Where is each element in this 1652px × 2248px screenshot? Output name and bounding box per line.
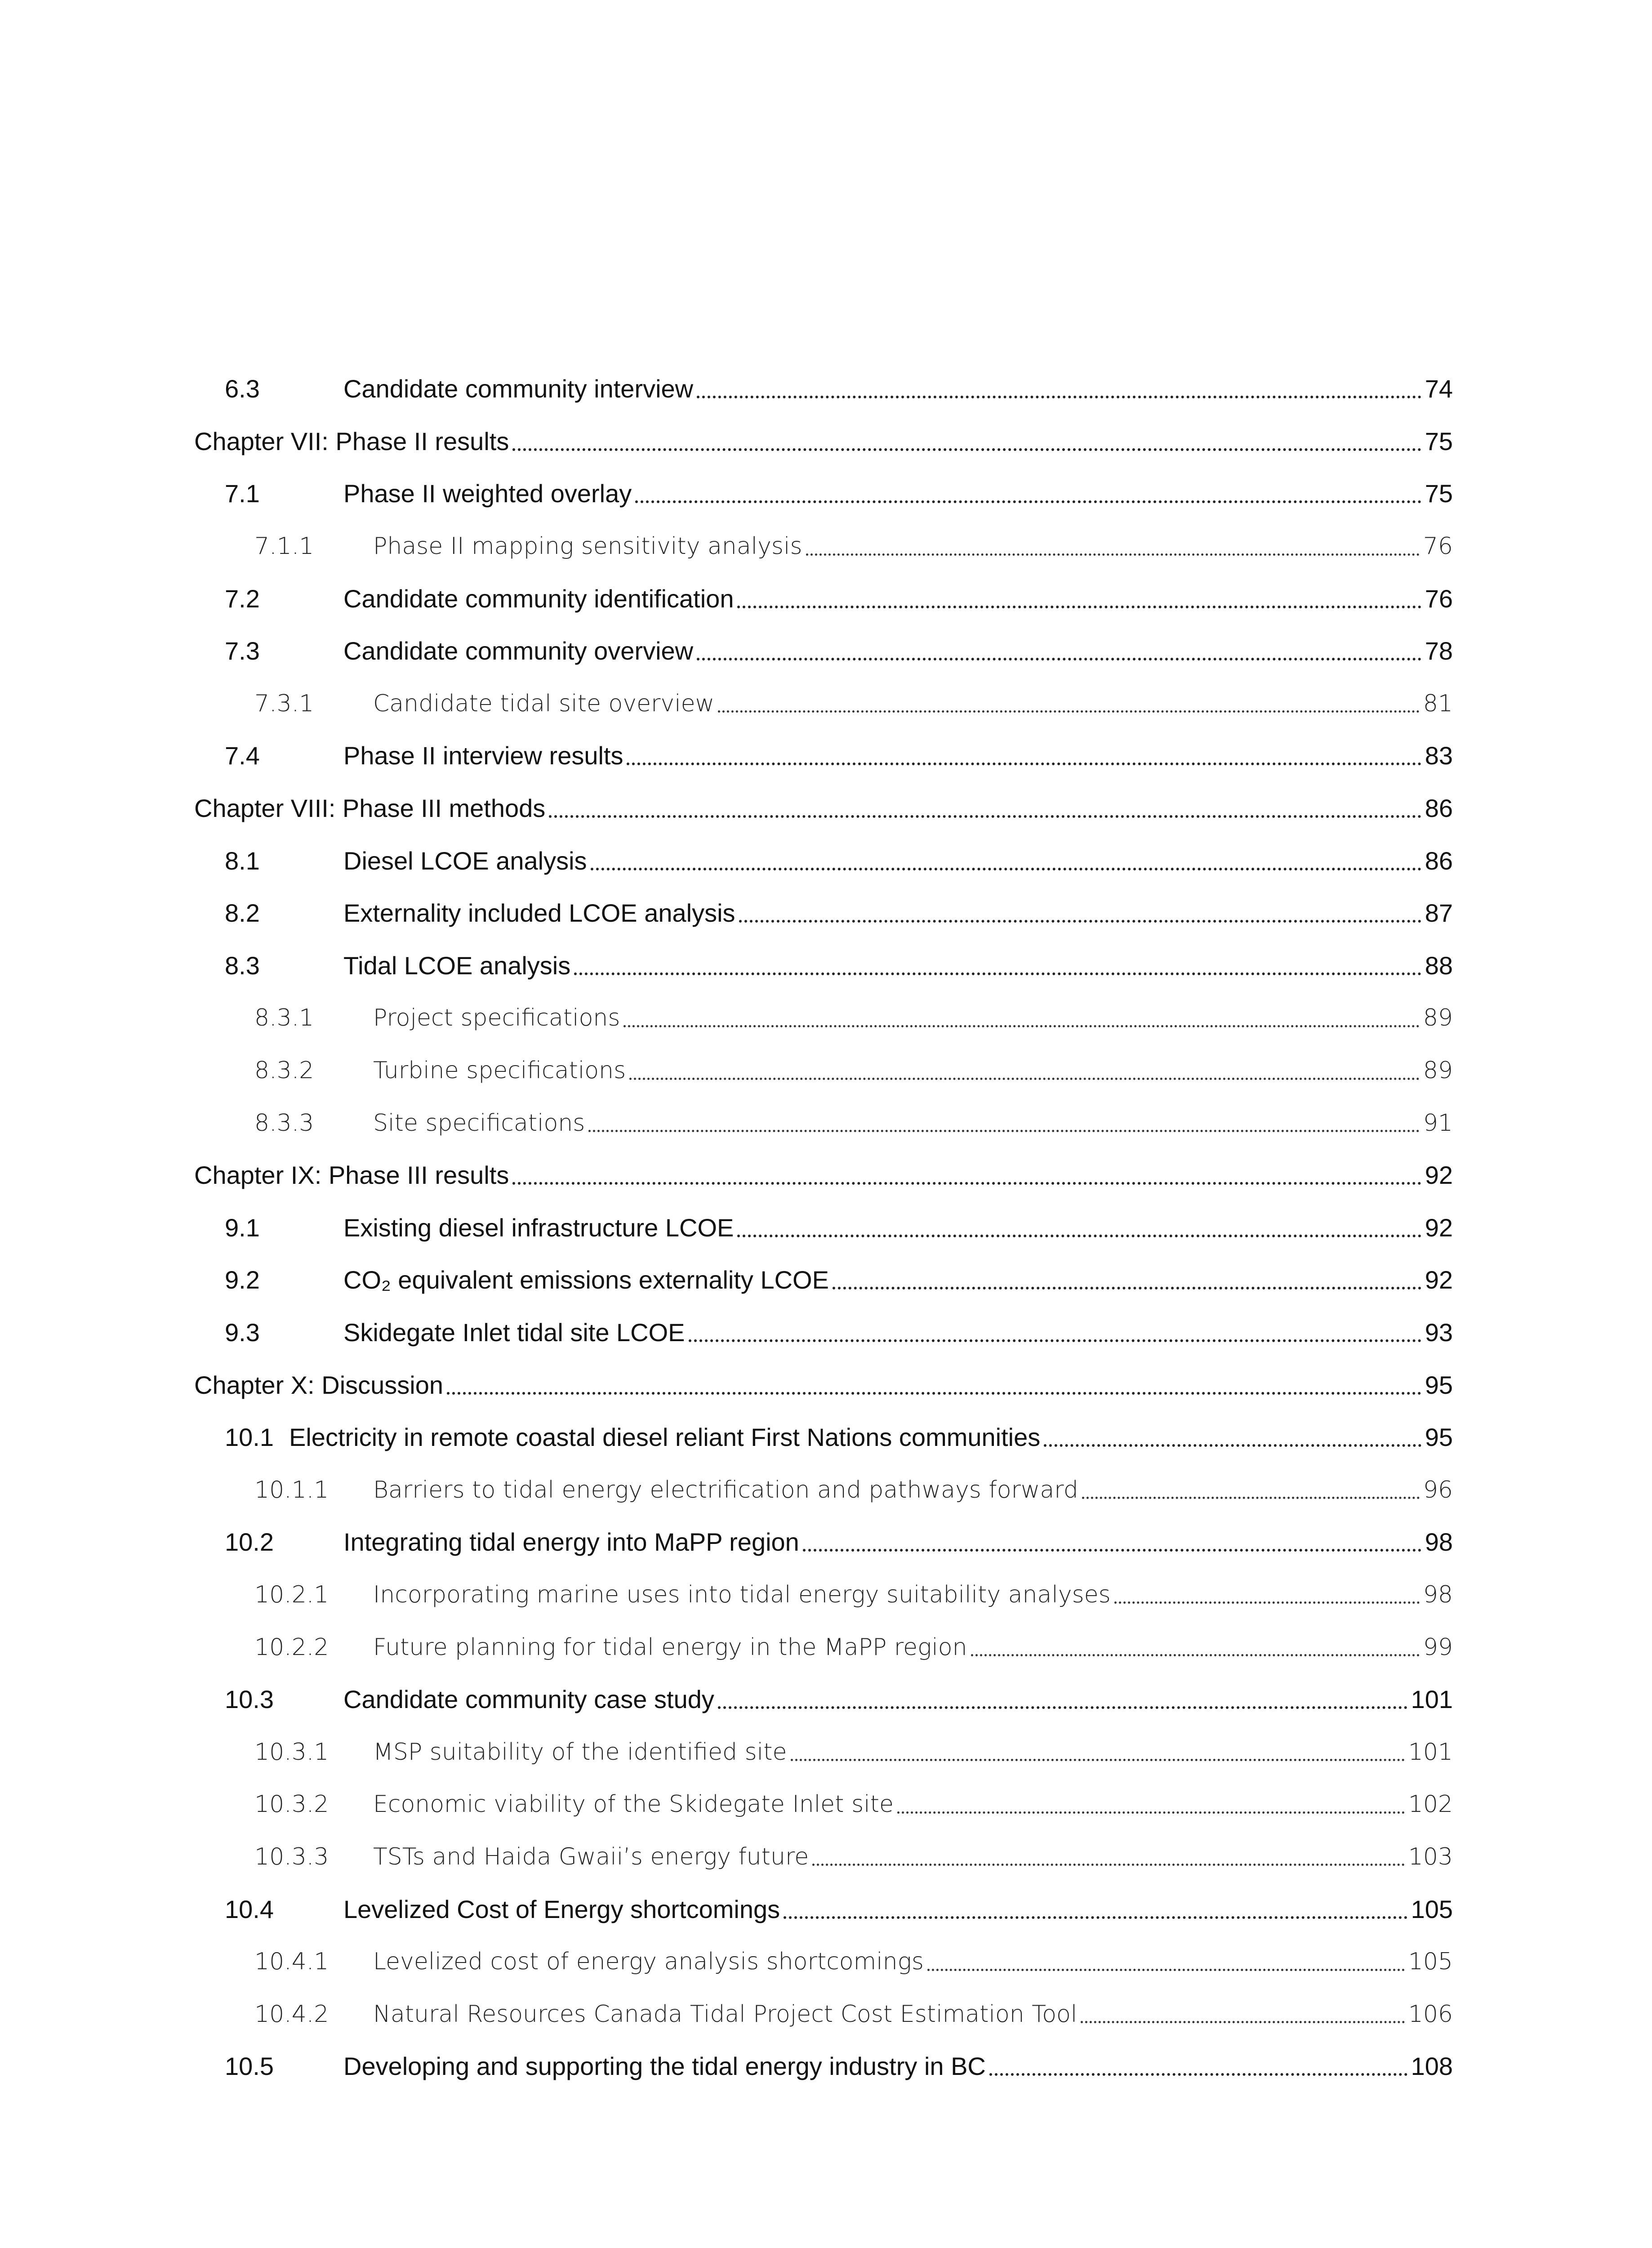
toc-dot-leader — [512, 1182, 1421, 1185]
toc-entry-page-number: 105 — [1411, 1895, 1453, 1923]
toc-entry-title: Levelized Cost of Energy shortcomings — [343, 1895, 780, 1923]
toc-entry-title: Candidate tidal site overview — [373, 690, 715, 717]
toc-entry-number: 9.1 — [225, 1213, 260, 1242]
toc-entry-number: 9.2 — [225, 1266, 260, 1294]
toc-entry[interactable] — [194, 834, 1453, 887]
toc-entry-page-number: 76 — [1423, 533, 1453, 560]
toc-dot-leader — [1114, 1601, 1420, 1604]
toc-entry[interactable] — [194, 468, 1453, 520]
toc-entry[interactable] — [194, 1202, 1453, 1254]
toc-entry[interactable] — [194, 1307, 1453, 1359]
toc-entry-page-number: 101 — [1408, 1738, 1453, 1766]
toc-dot-leader — [739, 920, 1421, 923]
toc-entry-title: Chapter X: Discussion — [194, 1370, 444, 1399]
toc-entry-page-number: 74 — [1425, 375, 1453, 403]
toc-entry-title: Incorporating marine uses into tidal energy suitability analyses — [373, 1581, 1111, 1608]
toc-entry-title: Integrating tidal energy into MaPP region — [343, 1528, 799, 1557]
toc-entry-title: Existing diesel infrastructure LCOE — [343, 1213, 734, 1242]
toc-entry-page-number: 91 — [1423, 1109, 1453, 1137]
toc-entry-number: 10.3 — [225, 1685, 274, 1714]
toc-entry-page-number: 89 — [1423, 1004, 1453, 1032]
toc-dot-leader — [689, 1339, 1421, 1342]
toc-entry-title: Candidate community overview — [343, 637, 694, 665]
toc-entry-title: Skidegate Inlet tidal site LCOE — [343, 1318, 685, 1347]
toc-entry-title: Phase II interview results — [343, 741, 623, 770]
toc-dot-leader — [784, 1916, 1407, 1919]
toc-entry[interactable] — [194, 678, 1453, 730]
toc-entry-title: Tidal LCOE analysis — [343, 951, 571, 980]
toc-dot-leader — [629, 1078, 1420, 1080]
toc-entry-number: 10.4.1 — [254, 1948, 329, 1976]
toc-entry-title: Candidate community interview — [343, 375, 694, 403]
toc-entry-title: Economic viability of the Skidegate Inlet site — [373, 1791, 894, 1818]
toc-entry-page-number: 96 — [1423, 1476, 1453, 1503]
toc-entry-page-number: 75 — [1425, 479, 1453, 508]
toc-entry-page-number: 105 — [1408, 1948, 1453, 1976]
toc-entry[interactable] — [194, 1516, 1453, 1569]
toc-entry-page-number: 88 — [1425, 951, 1453, 980]
toc-entry-number: 10.2.2 — [254, 1633, 329, 1661]
toc-dot-leader — [737, 1235, 1421, 1237]
toc-dot-leader — [718, 1706, 1407, 1709]
toc-entry-page-number: 83 — [1425, 741, 1453, 770]
toc-entry-title: Externality included LCOE analysis — [343, 899, 735, 928]
toc-entry[interactable] — [194, 1411, 1453, 1464]
toc-dot-leader — [588, 1130, 1419, 1132]
toc-entry-number: 9.3 — [225, 1318, 260, 1347]
toc-dot-leader — [897, 1811, 1405, 1814]
toc-entry-page-number: 101 — [1411, 1685, 1453, 1714]
toc-entry-number: 10.1.1 — [254, 1476, 329, 1503]
toc-entry-number: 10.1 — [225, 1423, 274, 1452]
toc-entry[interactable] — [194, 1778, 1453, 1831]
toc-entry-title: Phase II weighted overlay — [343, 479, 632, 508]
toc-entry-title: Developing and supporting the tidal energy industry in BC — [343, 2052, 986, 2081]
toc-dot-leader — [803, 1549, 1421, 1552]
toc-entry-page-number: 102 — [1408, 1791, 1453, 1818]
toc-dot-leader — [512, 448, 1421, 451]
toc-entry[interactable] — [194, 940, 1453, 992]
toc-dot-leader — [971, 1654, 1420, 1656]
toc-entry[interactable] — [194, 1621, 1453, 1673]
toc-entry-title: MSP suitability of the identified site — [373, 1738, 787, 1766]
toc-entry-page-number: 106 — [1408, 2000, 1453, 2028]
toc-entry-number: 8.3.1 — [254, 1004, 314, 1032]
toc-entry[interactable] — [194, 363, 1453, 415]
toc-dot-leader — [635, 500, 1421, 503]
toc-dot-leader — [1044, 1444, 1421, 1447]
toc-entry[interactable] — [194, 1097, 1453, 1149]
toc-entry-page-number: 99 — [1423, 1633, 1453, 1661]
toc-entry-number: 6.3 — [225, 375, 260, 403]
toc-entry[interactable] — [194, 625, 1453, 678]
toc-entry-title: Chapter VII: Phase II results — [194, 427, 509, 455]
toc-entry-page-number: 76 — [1425, 584, 1453, 613]
toc-entry-page-number: 93 — [1425, 1318, 1453, 1347]
toc-entry[interactable] — [194, 1359, 1453, 1411]
toc-entry-title: Future planning for tidal energy in the MaPP region — [373, 1633, 967, 1661]
toc-entry-page-number: 87 — [1425, 899, 1453, 928]
toc-dot-leader — [447, 1392, 1421, 1395]
toc-dot-leader — [1082, 1497, 1420, 1499]
toc-entry-page-number: 95 — [1425, 1370, 1453, 1399]
toc-entry-page-number: 89 — [1423, 1057, 1453, 1084]
toc-entry[interactable] — [194, 1463, 1453, 1516]
toc-dot-leader — [591, 868, 1421, 870]
toc-entry-number: 7.1 — [225, 479, 260, 508]
toc-entry[interactable] — [194, 415, 1453, 468]
toc-entry[interactable] — [194, 1988, 1453, 2040]
toc-entry-number: 10.2.1 — [254, 1581, 329, 1608]
toc-entry-number: 10.3.2 — [254, 1791, 329, 1818]
toc-entry[interactable] — [194, 1673, 1453, 1726]
toc-entry-title: Candidate community case study — [343, 1685, 714, 1714]
toc-entry[interactable] — [194, 1831, 1453, 1883]
toc-entry[interactable] — [194, 1883, 1453, 1936]
toc-entry[interactable] — [194, 1569, 1453, 1621]
toc-dot-leader — [697, 658, 1421, 660]
toc-entry-number: 10.3.3 — [254, 1843, 329, 1870]
toc-dot-leader — [737, 606, 1421, 608]
toc-entry-number: 7.3.1 — [254, 690, 314, 717]
toc-entry-number: 10.4 — [225, 1895, 274, 1923]
toc-entry-page-number: 92 — [1425, 1161, 1453, 1190]
toc-entry-number: 8.3.2 — [254, 1057, 314, 1084]
toc-dot-leader — [812, 1864, 1405, 1866]
toc-entry-number: 7.3 — [225, 637, 260, 665]
table-of-contents — [194, 363, 1453, 2093]
toc-entry-number: 7.2 — [225, 584, 260, 613]
toc-dot-leader — [627, 763, 1421, 765]
toc-entry-page-number: 95 — [1425, 1423, 1453, 1452]
toc-entry-title: Electricity in remote coastal diesel reliant First Nations communities — [289, 1423, 1041, 1452]
toc-entry[interactable] — [194, 992, 1453, 1044]
toc-entry-number: 7.4 — [225, 741, 260, 770]
toc-entry[interactable] — [194, 887, 1453, 940]
toc-entry-title: Levelized cost of energy analysis shortcomings — [373, 1948, 924, 1976]
toc-entry-number: 10.4.2 — [254, 2000, 329, 2028]
toc-entry[interactable] — [194, 520, 1453, 573]
toc-entry[interactable] — [194, 1726, 1453, 1778]
toc-entry-page-number: 78 — [1425, 637, 1453, 665]
toc-entry[interactable] — [194, 1149, 1453, 1202]
toc-dot-leader — [697, 396, 1421, 398]
toc-entry-page-number: 103 — [1408, 1843, 1453, 1870]
toc-entry-title: TSTs and Haida Gwaii’s energy future — [373, 1843, 809, 1870]
toc-entry-title: Turbine specifications — [373, 1057, 626, 1084]
toc-entry[interactable] — [194, 1044, 1453, 1097]
toc-entry-page-number: 98 — [1423, 1581, 1453, 1608]
toc-entry-title: Chapter VIII: Phase III methods — [194, 794, 546, 823]
toc-dot-leader — [623, 1025, 1419, 1027]
toc-entry[interactable] — [194, 2040, 1453, 2093]
toc-dot-leader — [927, 1969, 1405, 1971]
toc-entry-number: 10.3.1 — [254, 1738, 329, 1766]
toc-entry-number: 8.1 — [225, 846, 260, 875]
toc-entry-number: 8.3.3 — [254, 1109, 314, 1137]
toc-entry-number: 10.2 — [225, 1528, 274, 1557]
toc-entry[interactable] — [194, 1936, 1453, 1988]
toc-dot-leader — [574, 972, 1421, 975]
toc-dot-leader — [718, 710, 1420, 713]
toc-entry-page-number: 86 — [1425, 794, 1453, 823]
toc-entry-page-number: 75 — [1425, 427, 1453, 455]
toc-entry-title: CO₂ equivalent emissions externality LCOE — [343, 1266, 829, 1294]
toc-dot-leader — [806, 553, 1420, 556]
toc-entry[interactable] — [194, 730, 1453, 782]
toc-entry-title: Natural Resources Canada Tidal Project Cost Estimation Tool — [373, 2000, 1078, 2028]
toc-entry-title: Phase II mapping sensitivity analysis — [373, 533, 802, 560]
toc-entry-page-number: 81 — [1423, 690, 1453, 717]
toc-entry[interactable] — [194, 782, 1453, 835]
toc-entry-page-number: 92 — [1425, 1266, 1453, 1294]
toc-entry-number: 8.2 — [225, 899, 260, 928]
toc-entry-number: 7.1.1 — [254, 533, 314, 560]
toc-entry-number: 10.5 — [225, 2052, 274, 2081]
toc-dot-leader — [791, 1759, 1405, 1761]
toc-dot-leader — [833, 1287, 1421, 1289]
toc-entry[interactable] — [194, 572, 1453, 625]
toc-entry-title: Project specifications — [373, 1004, 620, 1032]
toc-dot-leader — [1081, 2021, 1404, 2023]
toc-entry-page-number: 92 — [1425, 1213, 1453, 1242]
toc-entry-page-number: 98 — [1425, 1528, 1453, 1557]
toc-entry-title: Chapter IX: Phase III results — [194, 1161, 509, 1190]
toc-entry-title: Site specifications — [373, 1109, 585, 1137]
toc-entry-page-number: 86 — [1425, 846, 1453, 875]
toc-dot-leader — [549, 815, 1421, 818]
toc-entry-title: Diesel LCOE analysis — [343, 846, 587, 875]
toc-entry-page-number: 108 — [1411, 2052, 1453, 2081]
toc-entry-title: Barriers to tidal energy electrification and pathways forward — [373, 1476, 1078, 1503]
toc-entry-number: 8.3 — [225, 951, 260, 980]
toc-dot-leader — [989, 2073, 1407, 2076]
toc-entry[interactable] — [194, 1254, 1453, 1307]
toc-entry-title: Candidate community identification — [343, 584, 734, 613]
